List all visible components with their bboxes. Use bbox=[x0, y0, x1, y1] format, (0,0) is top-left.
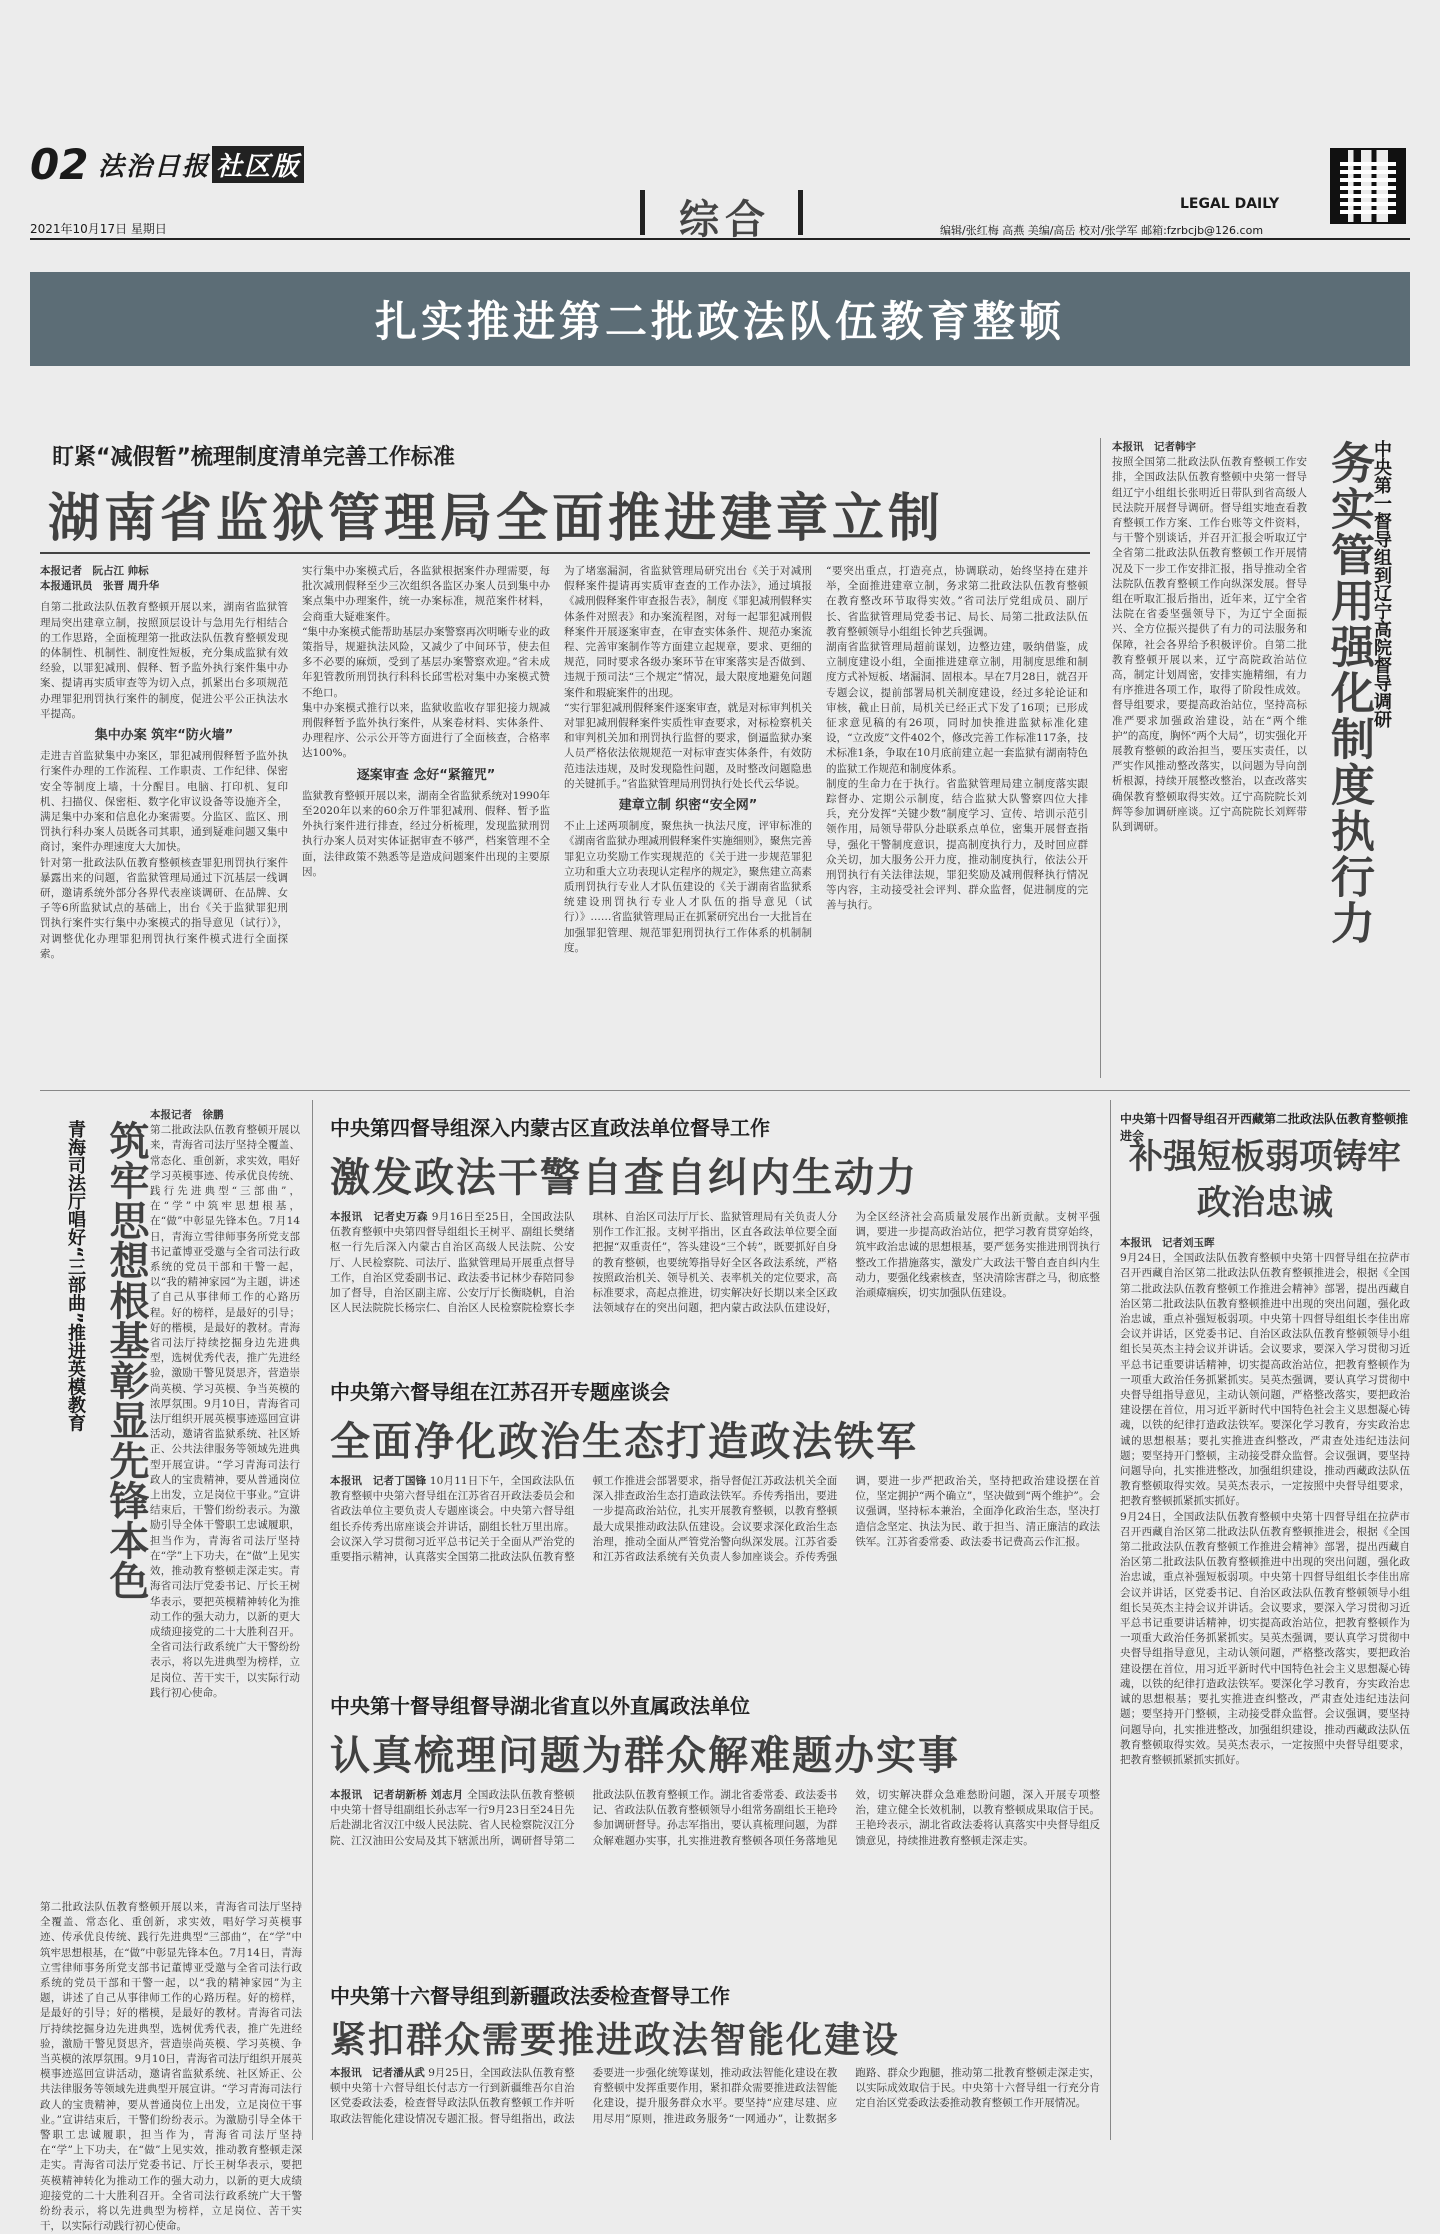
a4-para: 10月11日下午，全国政法队伍教育整顿中央第六督导组在江苏省召开政法委员会和省政法单位主要负责人专题座谈会。中央第六督导组组长乔传秀出席座谈会并讲话，副组长牡万里出席。会议深入学习贯彻习近平总书记关于全面从严治党的重要指示精神，认真落实全国第二批政法队伍教育整顿工作推进会部署要求，指导督促江苏政法机关全面深入排查政治生态打造政法铁军。乔传秀指出，要进一步提高政治站位，扎实开展教育整顿，以教育整顿最大成果推动政法队伍建设。会议要求深化政治生态治理，推动全面从严管党治警向纵深发展。江苏省委和江苏省政法系统有关负责人参加座谈会。乔传秀强调，要进一步严把政治关，坚持把政治建设摆在首位，坚定拥护“两个确立”，坚决做到“两个维护”。会议强调，坚持标本兼治，全面净化政治生态，坚决打造信念坚定、执法为民、敢于担当、清正廉洁的政法铁军。江苏省委常委、政法委书记费高云作汇报。 bbox=[330, 1475, 1100, 1564]
a5-kicker: 中央第十督导组督导湖北省直以外直属政法单位 bbox=[330, 1694, 750, 1718]
a3-body bbox=[330, 1210, 1100, 1360]
a1-subhead: 逐案审查 念好“紧箍咒” bbox=[356, 767, 496, 783]
a3-byline: 本报讯 记者史万森 bbox=[330, 1211, 428, 1223]
a1-para: 集中办案模式推行以来，监狱收监收存罪犯接力规减刑假释暂予监外执行案件，从案卷材料、实体条件、办理程序、公示公开等方面进行了全面核查，合格率达100%。 bbox=[302, 701, 550, 760]
a4-byline: 本报讯 记者丁国锋 bbox=[330, 1475, 427, 1487]
a7-para: 9月24日，全国政法队伍教育整顿中央第十四督导组在拉萨市召开西藏自治区第二批政法队伍教育整顿推进会，根据《全国第二批政法队伍教育整顿工作推进会精神》部署，提出西藏自治区第二批政法队伍教育整顿推进中出现的突出问题，强化政治忠诚，重点补强短板弱项。中央第十四督导组组长李佳出席会议并讲话，区党委书记、自治区政法队伍教育整顿领导小组组长吴英杰主持会议并讲话。会议要求，要深入学习贯彻习近平总书记重要讲话精神，切实提高政治站位，把教育整顿作为一项重大政治任务抓紧抓实。吴英杰强调，要认真学习贯彻中央督导组指导意见，主动认领问题，严格整改落实，要把政治建设摆在首位，用习近平新时代中国特色社会主义思想凝心铸魂，以铁的纪律打造政法铁军。要深化学习教育，夯实政治忠诚的思想根基；要扎实推进查纠整改，严肃查处违纪违法问题；要坚持开门整顿，主动接受群众监督。会议强调，要坚持问题导向，扎实推进整改，加强组织建设，推动西藏政法队伍教育整顿取得实效。吴英杰表示，一定按照中央督导组要求，把教育整顿抓紧抓实抓好。 bbox=[1120, 1510, 1410, 1766]
column-divider bbox=[1100, 438, 1101, 1078]
newspaper-logo bbox=[98, 146, 304, 183]
editors-line: 编辑/张红梅 高燕 美编/高岳 校对/张学军 邮箱:fzrbcjb@126.com bbox=[940, 224, 1264, 237]
a1-col4 bbox=[826, 564, 1088, 1084]
a7-para: 9月24日，全国政法队伍教育整顿中央第十四督导组在拉萨市召开西藏自治区第二批政法队伍教育整顿推进会，根据《全国第二批政法队伍教育整顿工作推进会精神》部署，提出西藏自治区第二批政法队伍教育整顿推进中出现的突出问题，强化政治忠诚，重点补强短板弱项。中央第十四督导组组长李佳出席会议并讲话，区党委书记、自治区政法队伍教育整顿领导小组组长吴英杰主持会议并讲话。会议要求，要深入学习贯彻习近平总书记重要讲话精神，切实提高政治站位，把教育整顿作为一项重大政治任务抓紧抓实。吴英杰强调，要认真学习贯彻中央督导组指导意见，主动认领问题，严格整改落实，要把政治建设摆在首位，用习近平新时代中国特色社会主义思想凝心铸魂，以铁的纪律打造政法铁军。要深化学习教育，夯实政治忠诚的思想根基；要扎实推进查纠整改，严肃查处违纪违法问题；要坚持开门整顿，主动接受群众监督。会议强调，要坚持问题导向，扎实推进整改，加强组织建设，推动西藏政法队伍教育整顿取得实效。吴英杰表示，一定按照中央督导组要求，把教育整顿抓紧抓实抓好。 bbox=[1120, 1252, 1410, 1508]
a5-body bbox=[330, 1788, 1100, 1968]
a8-byline: 本报记者 徐鹏 bbox=[150, 1109, 224, 1121]
a2-kicker: 中央第一督导组到辽宁高院督导调研 bbox=[1371, 440, 1392, 728]
a8-para: 第二批政法队伍教育整顿开展以来，青海省司法厅坚持全覆盖、常态化、重创新，求实效，唱好学习英模事迹、传承优良传统、践行先进典型“三部曲”，在“学”中筑牢思想根基，在“做”中彰显先锋本色。7月14日，青海立雪律师事务所党支部书记董博亚受邀与全省司法行政系统的党员干部和干警一起，以“我的精神家园”为主题，讲述了自己从事律师工作的心路历程。好的榜样，是最好的引导；好的楷模，是最好的教材。青海省司法厅持续挖掘身边先进典型，选树优秀代表，推广先进经验，激励干警见贤思齐，营造崇尚英模、学习英模、争当英模的浓厚氛围。9月10日，青海省司法厅组织开展英模事迹巡回宣讲活动，邀请省监狱系统、社区矫正、公共法律服务等领域先进典型开展宣讲。“学习青海司法行政人的宝贵精神，要从普通岗位上出发，立足岗位干事业。”宣讲结束后，干警们纷纷表示。为激励引导全体干警职工忠诚履职，担当作为，青海省司法厅坚持在“学”上下功夫，在“做”上见实效，推动教育整顿走深走实。青海省司法厅党委书记、厅长王树华表示，要把英模精神转化为推动工作的强大动力，以新的更大成绩迎接党的二十大胜利召开。全省司法行政系统广大干警纷纷表示，将以先进典型为榜样，立足岗位、苦干实干，以实际行动践行初心使命。 bbox=[40, 1901, 302, 2233]
a6-para: 9月25日，全国政法队伍教育整顿中央第十六督导组长付志方一行到新疆维吾尔自治区党委政法委，检查督导政法队伍教育整顿工作并听取政法智能化建设情况专题汇报。督导组指出，政法委要进一步强化统筹谋划，推动政法智能化建设在教育整顿中发挥重要作用，紧扣群众需要推进政法智能化建设，提升服务群众水平。要坚持“应建尽建、应用尽用”原则，推进政务服务“一网通办”，让数据多跑路、群众少跑腿，推动第二批教育整顿走深走实，以实际成效取信于民。中央第十六督导组一行充分肯定自治区党委政法委推动教育整顿工作开展情况。 bbox=[330, 2067, 1100, 2125]
column-divider bbox=[1110, 1100, 1111, 2140]
a1-byline2: 本报通讯员 张晋 周升华 bbox=[40, 580, 160, 593]
column-divider bbox=[312, 1100, 313, 2140]
a1-col2 bbox=[302, 564, 550, 1084]
a7-body bbox=[1120, 1236, 1410, 2136]
a8-title: 筑牢思想根基彰显先锋本色 bbox=[103, 1120, 149, 1600]
a1-para: “实行罪犯减刑假释案件逐案审查，就是对标审判机关对罪犯减刑假释案件实质性审查要求，对标检察机关和审判机关加和刑罚执行监督的要求，倒逼监狱办案人员严格依法依规规范一对标审查实体条件，有效防范违法违规，及时发现隐性问题，及时整改问题隐患的关键抓手。”省监狱管理局刑罚执行处长代云华说。 bbox=[564, 701, 812, 790]
a1-col3 bbox=[564, 564, 812, 1084]
a1-para: “要突出重点，打造亮点，协调联动，始终坚持在建并举，全面推进建章立制，务求第二批政法队伍教育整顿在教育整改环节取得实效。”省司法厅党组成员、副厅长、省监狱管理局党委书记、局长、局第二批政法队伍教育整顿领导小组组长钟艺兵强调。 bbox=[826, 565, 1088, 638]
masthead-rule bbox=[30, 238, 1410, 240]
a5-para: 全国政法队伍教育整顿中央第十督导组副组长孙志军一行9月23日至24日先后赴湖北省汉江中级人民法院、省人民检察院汉江分院、江汉油田公安局及其下辖派出所，调研督导第二批政法队伍教育整顿工作。湖北省委常委、政法委书记、省政法队伍教育整顿领导小组常务副组长王艳玲参加调研督导。孙志军指出，要认真梳理问题，为群众解难题办实事，扎实推进教育整顿各项任务落地见效，切实解决群众急难愁盼问题，深入开展专项整治，建立健全长效机制，以教育整顿成果取信于民。王艳玲表示，湖北省政法委将认真落实中央督导组反馈意见，持续推进教育整顿走深走实。 bbox=[330, 1789, 1100, 1847]
page-number: 02 bbox=[30, 140, 89, 189]
a2-byline: 本报讯 记者韩宇 bbox=[1112, 441, 1196, 453]
a1-para: 制度的生命力在于执行。省监狱管理局建立制度落实跟踪督办、定期公示制度，结合监狱大队警察四位大排兵，充分发挥“关键少数”制度学习、宣传、培训示范引领作用，局领导带队分赴联系点单位，密集开展督查指导，强化干警制度意识，提高制度执行力，及时回应群众关切，加大服务公开力度，推动制度执行，依法公开刑罚执行有关法律法规，罪犯奖励及减刑假释执行情况等内容，主动接受社会评判、群众监督，促进制度的完善与执行。 bbox=[826, 777, 1088, 912]
a3-kicker: 中央第四督导组深入内蒙古区直政法单位督导工作 bbox=[330, 1116, 770, 1140]
divider bbox=[640, 190, 645, 235]
a6-byline: 本报讯 记者潘从武 bbox=[330, 2067, 425, 2079]
a7-byline: 本报讯 记者刘玉晖 bbox=[1120, 1237, 1215, 1249]
a2-body bbox=[1112, 440, 1307, 1080]
a2-title: 务实管用强化制度执行力 bbox=[1323, 440, 1374, 946]
edition-name: 社区版 bbox=[212, 146, 304, 183]
a1-byline1: 本报记者 阮占江 帅标 bbox=[40, 565, 149, 577]
a6-body bbox=[330, 2066, 1100, 2146]
divider bbox=[798, 190, 803, 235]
a1-para: 自第二批政法队伍教育整顿开展以来，湖南省监狱管理局突出建章立制，按照顶层设计与急用先行相结合的工作思路，全面梳理第一批政法队伍教育整顿发现的体制性、机制性、制度性短板，充分集成监狱有效经验，以罪犯减刑、假释、暂予监外执行案件集中办案、提请再实质审查等为切入点，抓紧出台多项规范办理罪犯刑罚执行案件的制度，促进公平公正执法水平提高。 bbox=[40, 601, 288, 720]
a1-para: “集中办案模式能帮助基层办案警察再次明晰专业的政策指导，规避执法风险，又减少了中间环节，使去但多不必要的麻烦，受到了基层办案警察欢迎。”省未成年犯管教所刑罚执行科科长邱雪松对集中办案模式赞不绝口。 bbox=[302, 625, 550, 699]
a1-subhead: 建章立制 织密“安全网” bbox=[618, 798, 758, 814]
banner-title: 扎实推进第二批政法队伍教育整顿 bbox=[374, 297, 1065, 346]
a8-body bbox=[150, 1108, 300, 1898]
issue-date: 2021年10月17日 星期日 bbox=[30, 222, 167, 236]
a1-para: 走进吉首监狱集中办案区，罪犯减刑假释暂予监外执行案件办理的工作流程、工作职责、工作纪律、保密安全等制度上墙，十分醒目。电脑、打印机、复印机、扫描仪、保密柜、数字化审议设备等设施齐全，满足集中办案和信息化办案需要。分监区、监区、刑罚执行科办案人员既各司其职，通到疑难问题又集中商讨，案件办理速度大大加快。 bbox=[40, 750, 288, 854]
a8-para: 第二批政法队伍教育整顿开展以来，青海省司法厅坚持全覆盖、常态化、重创新，求实效，唱好学习英模事迹、传承优良传统、践行先进典型“三部曲”，在“学”中筑牢思想根基，在“做”中彰显先锋本色。7月14日，青海立雪律师事务所党支部书记董博亚受邀与全省司法行政系统的党员干部和干警一起，以“我的精神家园”为主题，讲述了自己从事律师工作的心路历程。好的榜样，是最好的引导；好的楷模，是最好的教材。青海省司法厅持续挖掘身边先进典型，选树优秀代表，推广先进经验，激励干警见贤思齐，营造崇尚英模、学习英模、争当英模的浓厚氛围。9月10日，青海省司法厅组织开展英模事迹巡回宣讲活动，邀请省监狱系统、社区矫正、公共法律服务等领域先进典型开展宣讲。“学习青海司法行政人的宝贵精神，要从普通岗位上出发，立足岗位干事业。”宣讲结束后，干警们纷纷表示。为激励引导全体干警职工忠诚履职，担当作为，青海省司法厅坚持在“学”上下功夫，在“做”上见实效，推动教育整顿走深走实。青海省司法厅党委书记、厅长王树华表示，要把英模精神转化为推动工作的强大动力，以新的更大成绩迎接党的二十大胜利召开。全省司法行政系统广大干警纷纷表示，将以先进典型为榜样，立足岗位、苦干实干，以实际行动践行初心使命。 bbox=[150, 1124, 300, 1699]
a1-rule bbox=[40, 552, 1090, 554]
a3-title: 激发政法干警自查自纠内生动力 bbox=[330, 1155, 918, 1201]
a5-title: 认真梳理问题为群众解难题办实事 bbox=[330, 1733, 960, 1779]
section-rule bbox=[40, 1090, 1410, 1091]
a1-title: 湖南省监狱管理局全面推进建章立制 bbox=[48, 489, 945, 549]
a1-para: 针对第一批政法队伍教育整顿核查罪犯刑罚执行案件暴露出来的问题，省监狱管理局通过下沉基层一线调研，邀请系统外部分各界代表座谈调研、在品牌、女子等6所监狱试点的基础上，出台《关于监狱罪犯刑罚执行案件实行集中办案模式的指导意见（试行）》，对调整优化办理罪犯刑罚执行案件模式进行全面探索。 bbox=[40, 856, 288, 960]
a1-para: 监狱教育整顿开展以来，湖南全省监狱系统对1990年至2020年以来的60余万件罪犯减刑、假释、暂予监外执行案件进行排查，经过分析梳理，发现监狱刑罚执行办案人员对实体证据审查不够严，档案管理不全面，法律政策不熟悉等是造成问题案件出现的主要原因。 bbox=[302, 789, 550, 878]
a4-title: 全面净化政治生态打造政法铁军 bbox=[330, 1419, 918, 1465]
a8-body-cont bbox=[40, 1900, 302, 2233]
a2-para: 按照全国第二批政法队伍教育整顿工作安排，全国政法队伍教育整顿中央第一督导组辽宁小组组长张明近日带队到省高级人民法院开展督导调研。督导组实地查看教育整顿工作方案、工作台账等文件资料，与干警个别谈话，并召开汇报会听取辽宁全省第二批政法队伍教育整顿工作开展情况及下一步工作安排汇报，指导推动全省法院队伍教育整顿工作向纵深发展。督导组在听取汇报后指出，近年来，辽宁全省法院在省委坚强领导下，为辽宁全面振兴、全方位振兴提供了有力的司法服务和保障，社会各界给予积极评价。自第二批教育整顿开展以来，辽宁高院政治站位高，制定计划周密，安排实施精细，有力有序推进各项工作，取得了阶段性成效。督导组要求，要提高政治站位，坚持高标准严要求加强政治建设，站在“两个维护”的高度，胸怀“两个大局”，切实强化开展教育整顿的政治担当，要压实责任，以严实作风推动整改落实，以问题为导向剖析根源，持续开展整改整治，以查改落实确保教育整顿取得实效。辽宁高院院长刘辉等参加调研座谈。辽宁高院院长刘辉带队到调研。 bbox=[1112, 456, 1307, 834]
a3-para: 9月16日至25日，全国政法队伍教育整顿中央第四督导组组长王树平、副组长樊绪枢一行先后深入内蒙古自治区高级人民法院、公安厅、人民检察院、司法厅、监狱管理局开展重点督导工作，自治区党委副书记、政法委书记林少春陪同参加了督导，自治区副主席、公安厅厅长衡晓帆，自治区人民法院院长杨宗仁、自治区人民检察院检察长李琪林、自治区司法厅厅长、监狱管理局有关负责人分别作工作汇报。支树平指出，区直各政法单位要全面把握“双重责任”，答头建设“三个转”，既要抓好自身的教育整顿，也要统筹指导好全区各政法系统，严格按照政治机关、领导机关、表率机关的定位要求，高标准要求，高起点推进，切实解决好长期以来全区政法领域存在的突出问题，把内蒙古政法队伍建设好，为全区经济社会高质量发展作出新贡献。支树平强调，要进一步提高政治站位，把学习教育贯穿始终，筑牢政治忠诚的思想根基，要严惩务实推进刑罚执行整改工作措施落实，激发广大政法干警自查自纠内生动力，要强化线索核查，坚决清除害群之马，彻底整治顽瘴痼疾，切实加强队伍建设。 bbox=[330, 1211, 1100, 1315]
a8-kicker: 青海司法厅唱好“三部曲”推进英模教育 bbox=[65, 1120, 86, 1432]
qr-code-icon bbox=[1330, 148, 1406, 224]
a5-byline: 本报讯 记者胡新桥 刘志月 bbox=[330, 1789, 464, 1801]
legal-daily-label: LEGAL DAILY bbox=[1180, 196, 1280, 212]
paper-name: 法治日报 bbox=[98, 152, 211, 182]
page-banner bbox=[30, 272, 1410, 366]
a1-para: 湖南省监狱管理局超前谋划，边整边建，吸纳借鉴，成立制度建设小组，全面推进建章立制，用制度思维和制度方式补短板、堵漏洞、固根本。早在7月28日，就召开专题会议，提前部署局机关制度建设，经过多轮论证和审核，截止日前，局机关已经正式下发了16项；已形成征求意见稿的有26项，同时加快推进监狱标准化建设，“立改废”文件402个，修改完善工作标准117条，技术标准1条，争取在10月底前建立起一套监狱有湖南特色的监狱工作规范和制度体系。 bbox=[826, 641, 1088, 775]
a6-kicker: 中央第十六督导组到新疆政法委检查督导工作 bbox=[330, 1984, 730, 2008]
a1-col1 bbox=[40, 564, 288, 1084]
a1-kicker: 盯紧“减假暂”梳理制度清单完善工作标准 bbox=[52, 445, 455, 470]
a4-body bbox=[330, 1474, 1100, 1674]
section-title: 综合 bbox=[679, 197, 771, 243]
a1-para: 为了堵塞漏洞，省监狱管理局研究出台《关于对减刑假释案件提请再实质审查查的工作办法》，通过填报《减刑假释案件审查报告表》，制度《罪犯减刑假释实体条件对照表》和办案流程图，对每一起罪犯减刑假释案件开展逐案审查，在审查实体条件、规范办案流程、完善审案制作等方面建立起规章，要求、更细的规范，同时要求各级办案环节在审案落实是否做到、违规于预司法“三个规定”情况，最大限度地避免问题案件和瑕疵案件的出现。 bbox=[564, 565, 812, 699]
a1-subhead: 集中办案 筑牢“防火墙” bbox=[94, 728, 234, 744]
a6-title: 紧扣群众需要推进政法智能化建设 bbox=[330, 2020, 901, 2061]
a1-para: 实行集中办案模式后，各监狱根据案件办理需要，每批次减刑假释至少三次组织各监区办案人员到集中办案点集中办理案件，统一办案标准，规范案件材料，会商重大疑难案件。 bbox=[302, 565, 550, 623]
a7-title: 补强短板弱项铸牢政治忠诚 bbox=[1129, 1137, 1401, 1223]
a7-kicker: 中央第十四督导组召开西藏第二批政法队伍教育整顿推进会 bbox=[1120, 1112, 1409, 1143]
a4-kicker: 中央第六督导组在江苏召开专题座谈会 bbox=[330, 1380, 670, 1404]
a1-para: 不止上述两项制度，聚焦执一执法尺度，评审标准的《湖南省监狱办理减刑假释案件实施细则》，聚焦完善罪犯立功奖励工作实现规范的《关于进一步规范罪犯立功和重大立功表现认定程序的规定》，聚焦建立高素质刑罚执行专业人才队伍建设的《关于湖南省监狱系统建设刑罚执行专业人才队伍的指导意见（试行）》……省监狱管理局正在抓紧研究出台一大批旨在加强罪犯管理、规范罪犯刑罚执行工作体系的机制制度。 bbox=[564, 820, 812, 954]
